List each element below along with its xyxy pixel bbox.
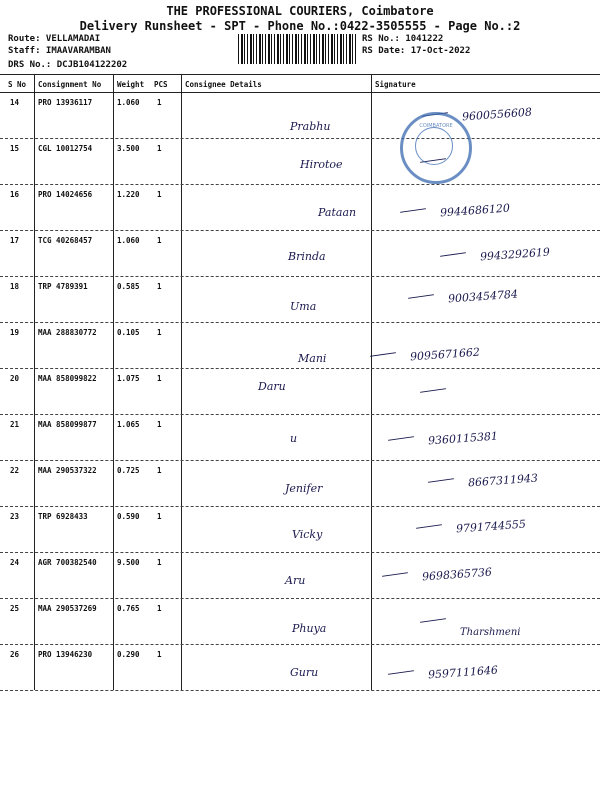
cell-consignment-no: TRP 4789391 — [38, 282, 88, 291]
cell-consignment-no: TCG 40268457 — [38, 236, 93, 245]
consignee-name: Daru — [258, 380, 286, 393]
cell-weight: 3.500 — [117, 144, 140, 153]
cell-pcs: 1 — [157, 558, 162, 567]
staff-label: Staff: IMAAVARAMBAN — [8, 46, 111, 56]
col-header-signature: Signature — [375, 80, 416, 89]
cell-weight: 0.585 — [117, 282, 140, 291]
signature-scribble — [382, 572, 408, 577]
consignee-name: Phuya — [292, 622, 327, 635]
cell-pcs: 1 — [157, 374, 162, 383]
cell-pcs: 1 — [157, 512, 162, 521]
cell-weight: 0.290 — [117, 650, 140, 659]
cell-weight: 1.060 — [117, 236, 140, 245]
cell-consignment-no: CGL 10012754 — [38, 144, 93, 153]
table-row — [0, 230, 600, 277]
cell-sno: 15 — [10, 144, 20, 153]
signature-scribble — [428, 478, 454, 483]
cell-weight: 0.765 — [117, 604, 140, 613]
table-row — [0, 460, 600, 507]
col-header-weight: Weight — [117, 80, 145, 89]
cell-consignment-no: PRO 13946230 — [38, 650, 93, 659]
page-subtitle: Delivery Runsheet - SPT - Phone No.:0422-3505555 - Page No.:2 — [79, 19, 521, 33]
cell-sno: 18 — [10, 282, 20, 291]
cell-weight: 1.065 — [117, 420, 140, 429]
receiver-phone: 9360115381 — [427, 429, 499, 448]
table-row — [0, 368, 600, 415]
signature-scribble — [440, 252, 466, 257]
cell-pcs: 1 — [157, 420, 162, 429]
cell-sno: 22 — [10, 466, 20, 475]
cell-consignment-no: MAA 288830772 — [38, 328, 97, 337]
rs-number: RS No.: 1041222 — [362, 34, 444, 44]
consignee-name: Pataan — [318, 206, 357, 219]
cell-consignment-no: MAA 290537322 — [38, 466, 97, 475]
consignee-name: Mani — [298, 352, 327, 365]
cell-weight: 1.075 — [117, 374, 140, 383]
col-header-sno: S No — [8, 80, 27, 89]
signature-scribble — [420, 618, 446, 623]
cell-weight: 1.220 — [117, 190, 140, 199]
cell-pcs: 1 — [157, 328, 162, 337]
table-row — [0, 552, 600, 599]
cell-pcs: 1 — [157, 236, 162, 245]
receiver-phone: 9003454784 — [447, 287, 519, 306]
table-row — [0, 276, 600, 323]
consignee-name: Vicky — [292, 528, 323, 541]
table-row — [0, 184, 600, 231]
cell-consignment-no: TRP 6928433 — [38, 512, 88, 521]
route-label: Route: VELLAMADAI — [8, 34, 101, 44]
cell-weight: 0.725 — [117, 466, 140, 475]
cell-pcs: 1 — [157, 650, 162, 659]
company-stamp: COIMBATORE — [400, 112, 472, 184]
signature-text: Tharshmeni — [460, 627, 521, 638]
table-row — [0, 506, 600, 553]
cell-sno: 17 — [10, 236, 20, 245]
cell-sno: 21 — [10, 420, 20, 429]
table-row — [0, 322, 600, 369]
cell-sno: 25 — [10, 604, 20, 613]
cell-consignment-no: AGR 700382540 — [38, 558, 97, 567]
receiver-phone: 8667311943 — [467, 471, 539, 490]
cell-sno: 20 — [10, 374, 20, 383]
signature-scribble — [388, 670, 414, 675]
cell-pcs: 1 — [157, 466, 162, 475]
receiver-phone: 9791744555 — [455, 517, 527, 536]
receiver-phone: 9597111646 — [427, 663, 499, 682]
cell-weight: 1.060 — [117, 98, 140, 107]
consignee-name: Aru — [285, 574, 306, 587]
receiver-phone: 9600556608 — [461, 105, 533, 124]
col-header-consignee: Consignee Details — [185, 80, 262, 89]
cell-consignment-no: MAA 858099877 — [38, 420, 97, 429]
cell-weight: 0.105 — [117, 328, 140, 337]
cell-weight: 0.590 — [117, 512, 140, 521]
table-row — [0, 92, 600, 139]
signature-scribble — [416, 524, 442, 529]
table-row — [0, 644, 600, 691]
signature-scribble — [400, 208, 426, 213]
consignee-name: Uma — [290, 300, 317, 313]
cell-pcs: 1 — [157, 190, 162, 199]
cell-sno: 23 — [10, 512, 20, 521]
table-row — [0, 138, 600, 185]
consignee-name: Hirotoe — [300, 158, 343, 171]
receiver-phone: 9095671662 — [409, 345, 481, 364]
receiver-phone: 9698365736 — [421, 565, 493, 584]
cell-consignment-no: MAA 858099822 — [38, 374, 97, 383]
col-header-pcs: PCS — [154, 80, 168, 89]
cell-pcs: 1 — [157, 98, 162, 107]
receiver-phone: 9944686120 — [439, 201, 511, 220]
page-title: THE PROFESSIONAL COURIERS, Coimbatore — [166, 4, 434, 18]
drs-label: DRS No.: DCJB104122202 — [8, 60, 128, 70]
consignee-name: Guru — [290, 666, 319, 679]
cell-pcs: 1 — [157, 282, 162, 291]
signature-scribble — [408, 294, 434, 299]
table-top-rule — [0, 74, 600, 75]
cell-sno: 19 — [10, 328, 20, 337]
cell-sno: 26 — [10, 650, 20, 659]
cell-consignment-no: PRO 14024656 — [38, 190, 93, 199]
receiver-phone: 9943292619 — [479, 245, 551, 264]
table-row — [0, 414, 600, 461]
rs-date: RS Date: 17-Oct-2022 — [362, 46, 471, 56]
col-header-consignment: Consignment No — [38, 80, 102, 89]
consignee-name: Brinda — [288, 250, 326, 263]
signature-scribble — [420, 388, 446, 393]
cell-weight: 9.500 — [117, 558, 140, 567]
cell-sno: 16 — [10, 190, 20, 199]
signature-scribble — [370, 352, 396, 357]
consignee-name: u — [290, 432, 298, 445]
barcode — [238, 34, 358, 64]
cell-consignment-no: PRO 13936117 — [38, 98, 93, 107]
cell-sno: 14 — [10, 98, 20, 107]
cell-consignment-no: MAA 290537269 — [38, 604, 97, 613]
consignee-name: Jenifer — [285, 482, 323, 495]
cell-pcs: 1 — [157, 604, 162, 613]
cell-pcs: 1 — [157, 144, 162, 153]
consignee-name: Prabhu — [290, 120, 331, 133]
signature-scribble — [388, 436, 414, 441]
cell-sno: 24 — [10, 558, 20, 567]
